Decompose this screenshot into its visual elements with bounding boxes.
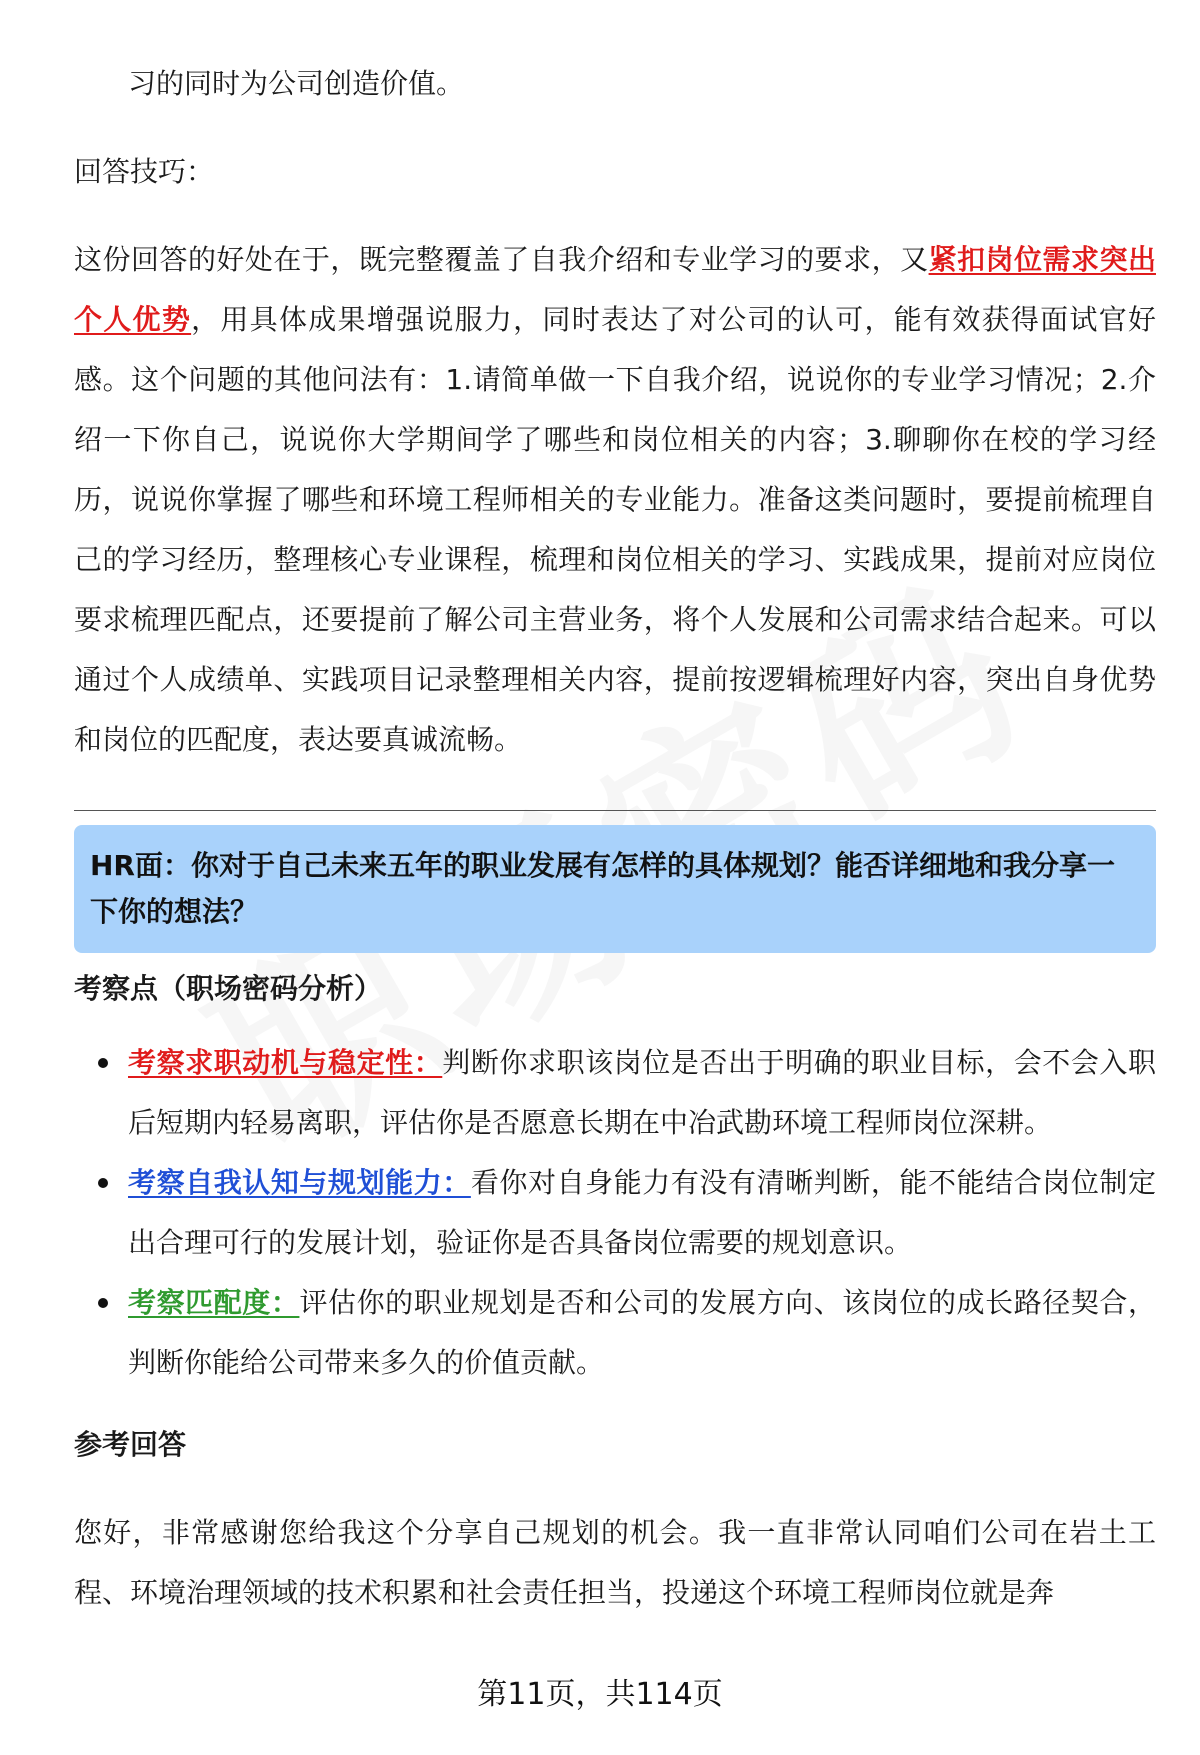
tips-highlight: 紧扣岗位需求突出个人优势 [74,243,1156,336]
point-text: 看你对自身能力有没有清晰判断，能不能结合岗位制定出合理可行的发展计划，验证你是否具备岗位需要的规划意识。 [128,1166,1156,1259]
bullet-icon [98,1298,108,1308]
bullet-icon [98,1058,108,1068]
tips-label: 回答技巧： [74,155,215,188]
point-text: 评估你的职业规划是否和公司的发展方向、该岗位的成长路径契合，判断你能给公司带来多久的价值贡献。 [128,1286,1156,1379]
content-area [74,54,1156,1623]
point-keyword: 考察匹配度： [128,1286,300,1319]
point-text: 判断你求职该岗位是否出于明确的职业目标，会不会入职后短期内轻易离职，评估你是否愿意长期在中冶武勘环境工程师岗位深耕。 [128,1046,1156,1139]
analysis-point [74,1273,1156,1393]
reference-heading: 参考回答 [74,1428,187,1461]
analysis-point [74,1153,1156,1273]
point-keyword: 考察求职动机与稳定性： [128,1046,443,1079]
reference-answer: 您好，非常感谢您给我这个分享自己规划的机会。我一直非常认同咱们公司在岩土工程、环境治理领域的技术积累和社会责任担当，投递这个环境工程师岗位就是奔 [74,1516,1156,1609]
section-divider [74,810,1156,811]
tips-text-before: 这份回答的好处在于，既完整覆盖了自我介绍和专业学习的要求，又 [74,243,929,276]
point-keyword: 考察自我认知与规划能力： [128,1166,471,1199]
intro-continuation: 习的同时为公司创造价值。 [128,67,465,100]
analysis-heading: 考察点（职场密码分析） [74,972,383,1005]
analysis-point [74,1033,1156,1153]
tips-text-after: ，用具体成果增强说服力，同时表达了对公司的认可，能有效获得面试官好感。这个问题的其他问法有：1.请简单做一下自我介绍，说说你的专业学习情况；2.介绍一下你自己，说说你大学期间学了哪些和岗位相关的内容；3.聊聊你在校的学习经历，说说你掌握了哪些和环境工程师相关的专业能力。准备这类问题时，要提前梳理自己的学习经历，整理核心专业课程，梳理和岗位相关的学习、实践成果，提前对应岗位要求梳理匹配点，还要提前了解公司主营业务，将个人发展和公司需求结合起来。可以通过个人成绩单、实践项目记录整理相关内容，提前按逻辑梳理好内容，突出自身优势和岗位的匹配度，表达要真诚流畅。 [74,303,1156,756]
tips-paragraph [74,230,1156,770]
question-box: HR面：你对于自己未来五年的职业发展有怎样的具体规划？能否详细地和我分享一下你的想法？ [74,825,1156,953]
page-footer: 第11页，共114页 [477,1677,723,1712]
analysis-points-list [74,1033,1156,1393]
bullet-icon [98,1178,108,1188]
